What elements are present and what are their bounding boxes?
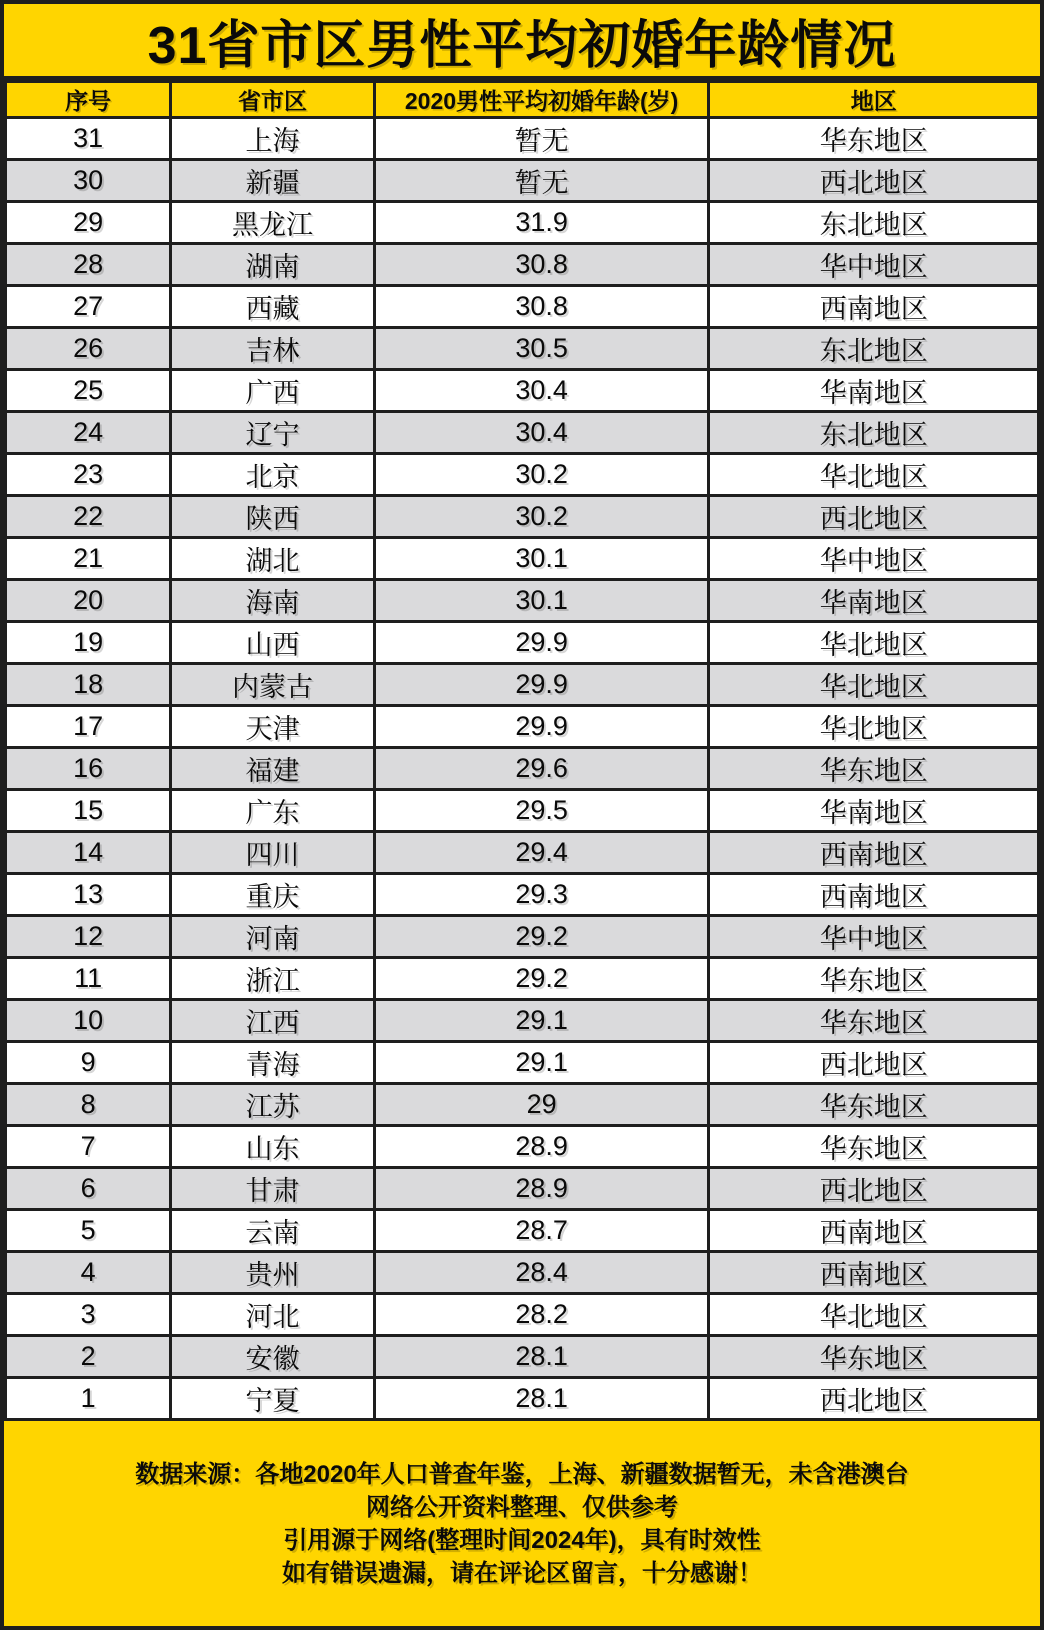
table-cell: 西北地区: [709, 1378, 1039, 1420]
table-cell: 西南地区: [709, 832, 1039, 874]
table-cell: 2: [6, 1336, 171, 1378]
table-cell: 8: [6, 1084, 171, 1126]
table-cell: 3: [6, 1294, 171, 1336]
table-row: [6, 1084, 1039, 1126]
table-cell: 29.9: [374, 664, 709, 706]
table-cell: 31.9: [374, 202, 709, 244]
footer-source-line: 数据来源：各地2020年人口普查年鉴，上海、新疆数据暂无，未含港澳台: [135, 1460, 909, 1488]
table-cell: 山东: [171, 1126, 375, 1168]
table-cell: 28.1: [374, 1336, 709, 1378]
table-row: [6, 706, 1039, 748]
table-row: [6, 1378, 1039, 1420]
table-cell: 28.2: [374, 1294, 709, 1336]
table-cell: 华南地区: [709, 790, 1039, 832]
table-cell: 东北地区: [709, 202, 1039, 244]
table-cell: 27: [6, 286, 171, 328]
table-cell: 华北地区: [709, 706, 1039, 748]
table-header-row: [6, 82, 1039, 118]
table-cell: 浙江: [171, 958, 375, 1000]
table-row: [6, 1336, 1039, 1378]
table-cell: 华东地区: [709, 958, 1039, 1000]
table-row: [6, 1042, 1039, 1084]
table-cell: 29.9: [374, 622, 709, 664]
table-cell: 河北: [171, 1294, 375, 1336]
table-cell: 青海: [171, 1042, 375, 1084]
table-cell: 贵州: [171, 1252, 375, 1294]
table-cell: 30.4: [374, 370, 709, 412]
table-cell: 29: [374, 1084, 709, 1126]
table-cell: 西南地区: [709, 1252, 1039, 1294]
table-cell: 上海: [171, 118, 375, 160]
table-row: [6, 748, 1039, 790]
table-row: [6, 790, 1039, 832]
table-cell: 29.3: [374, 874, 709, 916]
table-cell: 重庆: [171, 874, 375, 916]
table-cell: 12: [6, 916, 171, 958]
table-cell: 湖南: [171, 244, 375, 286]
table-cell: 江西: [171, 1000, 375, 1042]
table-cell: 5: [6, 1210, 171, 1252]
table-cell: 西南地区: [709, 1210, 1039, 1252]
table-cell: 25: [6, 370, 171, 412]
table-row: [6, 832, 1039, 874]
table-row: [6, 1126, 1039, 1168]
table-cell: 暂无: [374, 160, 709, 202]
table-cell: 华北地区: [709, 1294, 1039, 1336]
table-cell: 13: [6, 874, 171, 916]
table-cell: 甘肃: [171, 1168, 375, 1210]
table-cell: 21: [6, 538, 171, 580]
table-cell: 华中地区: [709, 538, 1039, 580]
column-header-age: 2020男性平均初婚年龄(岁): [374, 82, 709, 118]
table-cell: 23: [6, 454, 171, 496]
table-cell: 17: [6, 706, 171, 748]
table-row: [6, 328, 1039, 370]
table-body: [6, 118, 1039, 1420]
table-cell: 20: [6, 580, 171, 622]
table-cell: 华东地区: [709, 1336, 1039, 1378]
table-row: [6, 1294, 1039, 1336]
table-cell: 30.8: [374, 286, 709, 328]
table-row: [6, 496, 1039, 538]
table-cell: 四川: [171, 832, 375, 874]
table-cell: 30.8: [374, 244, 709, 286]
column-header-province: 省市区: [171, 82, 375, 118]
table-row: [6, 580, 1039, 622]
table-row: [6, 664, 1039, 706]
table-cell: 西北地区: [709, 1168, 1039, 1210]
table-cell: 29.2: [374, 958, 709, 1000]
table-cell: 4: [6, 1252, 171, 1294]
table-cell: 26: [6, 328, 171, 370]
table-cell: 30.4: [374, 412, 709, 454]
table-cell: 安徽: [171, 1336, 375, 1378]
table-cell: 西藏: [171, 286, 375, 328]
table-cell: 西南地区: [709, 874, 1039, 916]
table-cell: 海南: [171, 580, 375, 622]
table-cell: 22: [6, 496, 171, 538]
table-cell: 华北地区: [709, 454, 1039, 496]
table-row: [6, 622, 1039, 664]
table-row: [6, 538, 1039, 580]
table-cell: 华中地区: [709, 916, 1039, 958]
table-row: [6, 412, 1039, 454]
table-cell: 28.9: [374, 1126, 709, 1168]
table-row: [6, 118, 1039, 160]
table-header: [6, 82, 1039, 118]
table-cell: 湖北: [171, 538, 375, 580]
table-cell: 16: [6, 748, 171, 790]
table-cell: 华北地区: [709, 664, 1039, 706]
table-cell: 30.1: [374, 538, 709, 580]
table-cell: 30.2: [374, 454, 709, 496]
table-cell: 东北地区: [709, 412, 1039, 454]
table-cell: 28.9: [374, 1168, 709, 1210]
table-cell: 华南地区: [709, 580, 1039, 622]
table-cell: 华南地区: [709, 370, 1039, 412]
marriage-age-table: [4, 80, 1040, 1421]
table-cell: 29.4: [374, 832, 709, 874]
table-cell: 29.1: [374, 1000, 709, 1042]
table-cell: 华北地区: [709, 622, 1039, 664]
table-cell: 云南: [171, 1210, 375, 1252]
table-cell: 华东地区: [709, 118, 1039, 160]
table-cell: 30.2: [374, 496, 709, 538]
table-cell: 西北地区: [709, 160, 1039, 202]
table-cell: 1: [6, 1378, 171, 1420]
table-row: [6, 1168, 1039, 1210]
table-cell: 29.6: [374, 748, 709, 790]
table-row: [6, 244, 1039, 286]
table-cell: 天津: [171, 706, 375, 748]
table-row: [6, 286, 1039, 328]
table-cell: 28: [6, 244, 171, 286]
footer-notes: [4, 1421, 1040, 1626]
table-row: [6, 202, 1039, 244]
table-cell: 30.1: [374, 580, 709, 622]
table-cell: 河南: [171, 916, 375, 958]
table-cell: 吉林: [171, 328, 375, 370]
table-cell: 28.7: [374, 1210, 709, 1252]
table-cell: 山西: [171, 622, 375, 664]
table-row: [6, 874, 1039, 916]
table-cell: 29.2: [374, 916, 709, 958]
column-header-rank: 序号: [6, 82, 171, 118]
table-cell: 华东地区: [709, 1084, 1039, 1126]
table-cell: 29.1: [374, 1042, 709, 1084]
footer-reference-line: 网络公开资料整理、仅供参考: [366, 1493, 678, 1521]
table-cell: 新疆: [171, 160, 375, 202]
table-cell: 华中地区: [709, 244, 1039, 286]
table-row: [6, 1252, 1039, 1294]
table-cell: 江苏: [171, 1084, 375, 1126]
table-cell: 30.5: [374, 328, 709, 370]
table-cell: 东北地区: [709, 328, 1039, 370]
table-cell: 西南地区: [709, 286, 1039, 328]
footer-timeliness-line: 引用源于网络(整理时间2024年)，具有时效性: [283, 1526, 761, 1554]
table-cell: 29.5: [374, 790, 709, 832]
table-row: [6, 454, 1039, 496]
table-cell: 华东地区: [709, 1126, 1039, 1168]
table-cell: 黑龙江: [171, 202, 375, 244]
table-cell: 29.9: [374, 706, 709, 748]
table-cell: 28.4: [374, 1252, 709, 1294]
table-cell: 24: [6, 412, 171, 454]
footer-feedback-line: 如有错误遗漏，请在评论区留言，十分感谢！: [282, 1559, 762, 1587]
table-cell: 西北地区: [709, 496, 1039, 538]
table-cell: 10: [6, 1000, 171, 1042]
table-cell: 30: [6, 160, 171, 202]
table-cell: 陕西: [171, 496, 375, 538]
table-row: [6, 1000, 1039, 1042]
table-cell: 11: [6, 958, 171, 1000]
table-cell: 华东地区: [709, 748, 1039, 790]
table-cell: 29: [6, 202, 171, 244]
table-cell: 华东地区: [709, 1000, 1039, 1042]
table-cell: 28.1: [374, 1378, 709, 1420]
table-cell: 31: [6, 118, 171, 160]
table-cell: 辽宁: [171, 412, 375, 454]
table-row: [6, 1210, 1039, 1252]
table-cell: 广东: [171, 790, 375, 832]
table-cell: 9: [6, 1042, 171, 1084]
table-cell: 18: [6, 664, 171, 706]
table-row: [6, 916, 1039, 958]
table-cell: 6: [6, 1168, 171, 1210]
table-cell: 内蒙古: [171, 664, 375, 706]
table-row: [6, 370, 1039, 412]
table-cell: 暂无: [374, 118, 709, 160]
table-cell: 宁夏: [171, 1378, 375, 1420]
table-cell: 14: [6, 832, 171, 874]
table-cell: 福建: [171, 748, 375, 790]
table-row: [6, 958, 1039, 1000]
table-cell: 西北地区: [709, 1042, 1039, 1084]
table-cell: 北京: [171, 454, 375, 496]
table-cell: 15: [6, 790, 171, 832]
page-title: 31省市区男性平均初婚年龄情况: [4, 4, 1040, 80]
table-cell: 广西: [171, 370, 375, 412]
table-cell: 7: [6, 1126, 171, 1168]
table-cell: 19: [6, 622, 171, 664]
column-header-region: 地区: [709, 82, 1039, 118]
table-row: [6, 160, 1039, 202]
